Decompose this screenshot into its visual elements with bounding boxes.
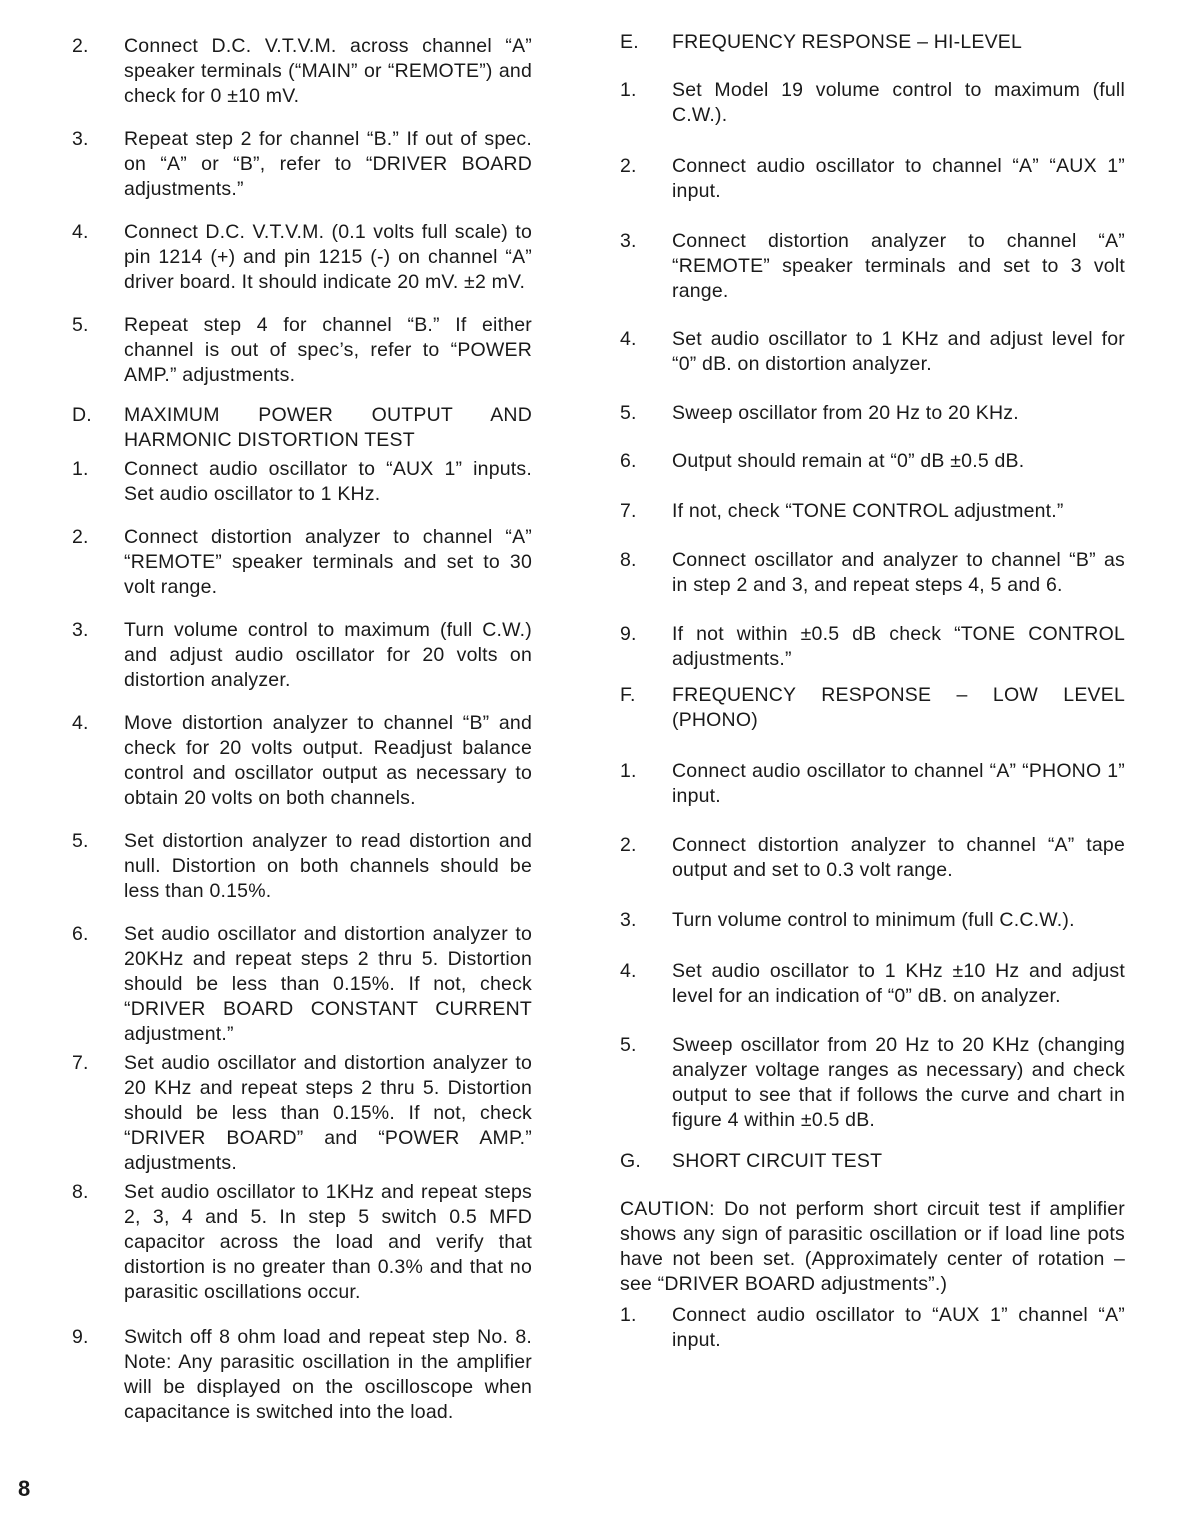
list-item <box>620 154 1125 204</box>
item-text: Sweep oscillator from 20 Hz to 20 KHz. <box>672 402 1019 424</box>
item-text: Connect D.C. V.T.V.M. (0.1 volts full scale) to pin 1214 (+) and pin 1215 (-) on channel “A” driver board. It should indicate 20 mV. ±2 mV. <box>124 221 532 293</box>
item-text: Repeat step 2 for channel “B.” If out of spec. on “A” or “B”, refer to “DRIVER BOARD adjustments.” <box>124 128 532 200</box>
item-text: Move distortion analyzer to channel “B” and check for 20 volts output. Readjust balance control and oscillator output as necessary to obtain 20 volts on both channels. <box>124 712 532 809</box>
item-number: 7. <box>72 1052 89 1074</box>
list-item <box>72 127 532 202</box>
list-item <box>72 618 532 693</box>
list-item <box>72 313 532 388</box>
list-item <box>620 548 1125 598</box>
section-letter: E. <box>620 31 639 53</box>
item-number: 3. <box>620 909 637 931</box>
item-number: 9. <box>620 623 637 645</box>
item-text: Connect D.C. V.T.V.M. across channel “A” speaker terminals (“MAIN” or “REMOTE”) and check for 0 ±10 mV. <box>124 35 532 107</box>
list-item <box>620 1033 1125 1133</box>
item-number: 6. <box>620 450 637 472</box>
item-number: 8. <box>620 549 637 571</box>
item-number: 5. <box>72 830 89 852</box>
item-number: 3. <box>620 230 637 252</box>
item-number: 4. <box>72 712 89 734</box>
list-item <box>72 525 532 600</box>
item-number: 4. <box>72 221 89 243</box>
list-item <box>72 34 532 109</box>
list-item <box>72 1325 532 1425</box>
item-text: Connect distortion analyzer to channel “A” “REMOTE” speaker terminals and set to 3 volt range. <box>672 230 1125 302</box>
list-item <box>620 401 1125 426</box>
item-text: Repeat step 4 for channel “B.” If either channel is out of spec’s, refer to “POWER AMP.” adjustments. <box>124 314 532 386</box>
list-item <box>72 1180 532 1305</box>
item-text: Connect distortion analyzer to channel “A” “REMOTE” speaker terminals and set to 30 volt range. <box>124 526 532 598</box>
item-text: Set audio oscillator and distortion analyzer to 20 KHz and repeat steps 2 thru 5. Distortion should be less than 0.15%. If not, check “DRIVER BOARD” and “POWER AMP.” adjustments. <box>124 1052 532 1174</box>
right-column <box>620 30 1125 1353</box>
item-text: If not, check “TONE CONTROL adjustment.” <box>672 500 1064 522</box>
section-letter: G. <box>620 1150 641 1172</box>
item-number: 7. <box>620 500 637 522</box>
item-text: Connect oscillator and analyzer to channel “B” as in step 2 and 3, and repeat steps 4, 5 and 6. <box>672 549 1125 596</box>
list-item <box>620 327 1125 377</box>
list-item <box>72 829 532 904</box>
section-heading <box>620 1149 1125 1174</box>
item-text: Connect audio oscillator to “AUX 1” channel “A” input. <box>672 1304 1125 1351</box>
item-text: Set distortion analyzer to read distortion and null. Distortion on both channels should be less than 0.15%. <box>124 830 532 902</box>
item-number: 4. <box>620 960 637 982</box>
section-heading <box>72 403 532 453</box>
page-number: 8 <box>18 1476 31 1501</box>
list-item <box>620 959 1125 1009</box>
section-letter: D. <box>72 404 92 426</box>
list-item <box>620 499 1125 524</box>
section-heading <box>620 683 1125 733</box>
item-number: 5. <box>620 402 637 424</box>
item-number: 6. <box>72 923 89 945</box>
section-title: MAXIMUM POWER OUTPUT AND HARMONIC DISTORTION TEST <box>124 404 532 451</box>
item-number: 1. <box>620 760 637 782</box>
item-number: 5. <box>72 314 89 336</box>
section-title: FREQUENCY RESPONSE – LOW LEVEL (PHONO) <box>672 684 1125 731</box>
item-number: 4. <box>620 328 637 350</box>
item-text: Set audio oscillator to 1 KHz ±10 Hz and adjust level for an indication of “0” dB. on analyzer. <box>672 960 1125 1007</box>
list-item <box>620 622 1125 672</box>
list-item <box>72 1051 532 1176</box>
list-item <box>620 833 1125 883</box>
item-text: Set audio oscillator to 1 KHz and adjust level for “0” dB. on distortion analyzer. <box>672 328 1125 375</box>
item-text: Connect distortion analyzer to channel “A” tape output and set to 0.3 volt range. <box>672 834 1125 881</box>
section-heading <box>620 30 1125 55</box>
section-title: SHORT CIRCUIT TEST <box>672 1150 883 1172</box>
section-letter: F. <box>620 684 636 706</box>
item-number: 2. <box>72 35 89 57</box>
item-number: 5. <box>620 1034 637 1056</box>
item-number: 1. <box>72 458 89 480</box>
item-number: 3. <box>72 128 89 150</box>
section-title: FREQUENCY RESPONSE – HI-LEVEL <box>672 31 1023 53</box>
list-item <box>620 1303 1125 1353</box>
item-text: If not within ±0.5 dB check “TONE CONTROL adjustments.” <box>672 623 1125 670</box>
item-text: Turn volume control to maximum (full C.W.) and adjust audio oscillator for 20 volts on distortion analyzer. <box>124 619 532 691</box>
item-number: 2. <box>620 155 637 177</box>
list-item <box>72 711 532 811</box>
item-text: Set audio oscillator to 1KHz and repeat steps 2, 3, 4 and 5. In step 5 switch 0.5 MFD capacitor across the load and verify that distortion is no greater than 0.3% and that no parasitic oscillations occur. <box>124 1181 532 1303</box>
item-number: 2. <box>72 526 89 548</box>
list-item <box>620 229 1125 304</box>
item-text: Set audio oscillator and distortion analyzer to 20KHz and repeat steps 2 thru 5. Distortion should be less than 0.15%. If not, check “DRIVER BOARD CONSTANT CURRENT adjustment.” <box>124 923 532 1045</box>
left-column <box>72 30 532 1425</box>
list-item <box>72 457 532 507</box>
item-text: Connect audio oscillator to channel “A” “AUX 1” input. <box>672 155 1125 202</box>
item-number: 8. <box>72 1181 89 1203</box>
item-text: Output should remain at “0” dB ±0.5 dB. <box>672 450 1025 472</box>
list-item <box>620 78 1125 128</box>
item-number: 1. <box>620 1304 637 1326</box>
item-number: 3. <box>72 619 89 641</box>
list-item <box>620 449 1125 474</box>
item-number: 9. <box>72 1326 89 1348</box>
item-text: Switch off 8 ohm load and repeat step No. 8. Note: Any parasitic oscillation in the amplifier will be displayed on the oscilloscope when capacitance is switched into the load. <box>124 1326 532 1423</box>
item-text: Sweep oscillator from 20 Hz to 20 KHz (changing analyzer voltage ranges as necessary) and check output to see that if follows the curve and chart in figure 4 within ±0.5 dB. <box>672 1034 1125 1131</box>
list-item <box>72 220 532 295</box>
list-item <box>72 922 532 1047</box>
item-number: 1. <box>620 79 637 101</box>
list-item <box>620 908 1125 933</box>
item-text: Set Model 19 volume control to maximum (full C.W.). <box>672 79 1125 126</box>
item-text: Turn volume control to minimum (full C.C.W.). <box>672 909 1075 931</box>
caution-paragraph: CAUTION: Do not perform short circuit test if amplifier shows any sign of parasitic oscillation or if load line pots have not been set. (Approximately center of rotation – see “DRIVER BOARD adjustments”.) <box>620 1198 1125 1295</box>
item-number: 2. <box>620 834 637 856</box>
list-item <box>620 759 1125 809</box>
item-text: Connect audio oscillator to “AUX 1” inputs. Set audio oscillator to 1 KHz. <box>124 458 532 505</box>
item-text: Connect audio oscillator to channel “A” “PHONO 1” input. <box>672 760 1125 807</box>
